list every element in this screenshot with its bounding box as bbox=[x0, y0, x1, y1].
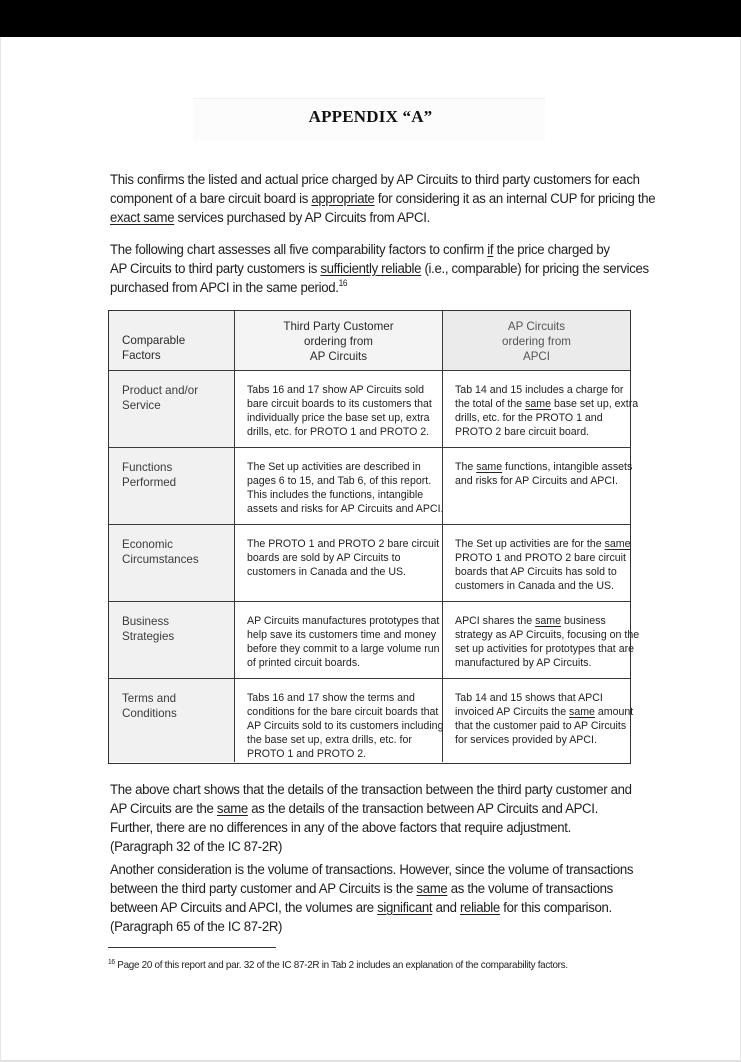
cell-line: drills, etc. for the PROTO 1 and bbox=[455, 412, 603, 424]
cell-line: for services provided by APCI. bbox=[455, 734, 597, 746]
cell-line: Tab 14 and 15 shows that APCI bbox=[455, 692, 603, 704]
factor-cell bbox=[109, 679, 235, 762]
cell-line: Terms and bbox=[122, 692, 177, 705]
cell-line: Functions bbox=[122, 461, 173, 474]
cell-line: boards that AP Circuits has sold to bbox=[455, 566, 617, 578]
cell-line: This includes the functions, intangible bbox=[247, 489, 424, 501]
cell-line: bare circuit boards to its customers that bbox=[247, 398, 432, 410]
cell-line: set up activities for prototypes that are bbox=[455, 643, 635, 655]
cell-line: Third Party Customer bbox=[283, 320, 394, 333]
cell-line: Comparable bbox=[122, 334, 186, 347]
volume-paragraph bbox=[110, 861, 634, 937]
cell-line: Tab 14 and 15 includes a charge for bbox=[455, 384, 624, 396]
text-line: exact same services purchased by AP Circuits from APCI. bbox=[110, 210, 430, 226]
text-line: AP Circuits are the same as the details of the transaction between AP Circuits and APCI. bbox=[110, 801, 598, 817]
apci-cell bbox=[443, 448, 633, 524]
factor-cell bbox=[109, 371, 235, 447]
cell-line: the base set up, extra drills, etc. for bbox=[247, 734, 412, 746]
table-row bbox=[109, 679, 634, 762]
top-black-bar bbox=[0, 0, 741, 37]
third-party-cell bbox=[235, 679, 443, 762]
text-line: AP Circuits to third party customers is sufficiently reliable (i.e., comparable) for pricing the services bbox=[110, 261, 649, 277]
cell-line: strategy as AP Circuits, focusing on the bbox=[455, 629, 640, 641]
cell-line: AP Circuits bbox=[309, 350, 368, 363]
cell-line: Business bbox=[122, 615, 170, 628]
cell-line: customers in Canada and the US. bbox=[455, 580, 614, 592]
table-row bbox=[109, 525, 630, 602]
table-row bbox=[109, 602, 640, 679]
cell-line: APCI shares the same business bbox=[455, 615, 606, 627]
intro-paragraph bbox=[110, 171, 656, 228]
text-line: (Paragraph 32 of the IC 87-2R) bbox=[110, 839, 283, 855]
header-third-party-customer bbox=[235, 311, 443, 370]
text-line: This confirms the listed and actual price charged by AP Circuits to third party customers for each bbox=[110, 172, 640, 188]
cell-line: Circumstances bbox=[122, 553, 199, 566]
cell-line: AP Circuits manufactures prototypes that bbox=[247, 615, 440, 627]
cell-line: individually price the base set up, extra bbox=[247, 412, 430, 424]
text-line: Further, there are no differences in any of the above factors that require adjustment. bbox=[110, 820, 571, 836]
cell-line: manufactured by AP Circuits. bbox=[455, 657, 592, 669]
footnote-16 bbox=[108, 959, 568, 973]
cell-line: that the customer paid to AP Circuits bbox=[455, 720, 627, 732]
cell-line: PROTO 1 and PROTO 2. bbox=[247, 748, 367, 760]
text-line: Another consideration is the volume of transactions. However, since the volume of transactions bbox=[110, 862, 634, 878]
footnote-number: 16 bbox=[108, 959, 115, 966]
text-line: purchased from APCI in the same period.$^{16}$ bbox=[110, 278, 348, 296]
third-party-cell bbox=[235, 371, 443, 447]
text-line: component of a bare circuit board is appropriate for considering it as an internal CUP for pricing the bbox=[110, 191, 656, 207]
cell-line: and risks for AP Circuits and APCI. bbox=[455, 475, 618, 487]
cell-line: ordering from bbox=[502, 335, 571, 348]
cell-line: The Set up activities are for the same bbox=[455, 538, 631, 550]
cell-line: Strategies bbox=[122, 630, 175, 643]
chart-intro-paragraph bbox=[110, 241, 649, 298]
third-party-cell bbox=[235, 448, 443, 524]
factor-cell bbox=[109, 602, 235, 678]
cell-line: AP Circuits sold to its customers including bbox=[247, 720, 444, 732]
cell-line: help save its customers time and money bbox=[247, 629, 437, 641]
cell-line: pages 6 to 15, and Tab 6, of this report. bbox=[247, 475, 432, 487]
text-line: The above chart shows that the details of the transaction between the third party customer and bbox=[110, 782, 632, 798]
cell-line: boards are sold by AP Circuits to bbox=[247, 552, 401, 564]
cell-line: AP Circuits bbox=[507, 320, 566, 333]
text-line: between AP Circuits and APCI, the volumes are significant and reliable for this comparison. bbox=[110, 900, 612, 916]
cell-line: Economic bbox=[122, 538, 173, 551]
cell-line: Performed bbox=[122, 476, 177, 489]
cell-line: of printed circuit boards. bbox=[247, 657, 361, 669]
factor-cell bbox=[109, 525, 235, 601]
text-line: between the third party customer and AP Circuits is the same as the volume of transactions bbox=[110, 881, 613, 897]
cell-line: APCI bbox=[522, 350, 551, 363]
third-party-cell bbox=[235, 525, 443, 601]
cell-line: Service bbox=[122, 399, 161, 412]
cell-line: the total of the same base set up, extra bbox=[455, 398, 639, 410]
footnote-text: Page 20 of this report and par. 32 of the IC 87-2R in Tab 2 includes an explanation of the comparability factors. bbox=[114, 960, 568, 971]
text-line: The following chart assesses all five comparability factors to confirm if the price charged by bbox=[110, 242, 610, 258]
cell-line: PROTO 1 and PROTO 2 bare circuit bbox=[455, 552, 626, 564]
cell-line: invoiced AP Circuits the same amount bbox=[455, 706, 634, 718]
apci-cell bbox=[443, 525, 630, 601]
cell-line: The Set up activities are described in bbox=[247, 461, 421, 473]
table-row bbox=[109, 448, 633, 525]
table-header-row bbox=[109, 311, 630, 371]
third-party-cell bbox=[235, 602, 443, 678]
factor-cell bbox=[109, 448, 235, 524]
cell-line: drills, etc. for PROTO 1 and PROTO 2. bbox=[247, 426, 430, 438]
cell-line: Factors bbox=[122, 349, 161, 362]
conclusion-paragraph bbox=[110, 781, 632, 857]
cell-line: assets and risks for AP Circuits and APCI. bbox=[247, 503, 444, 515]
cell-line: PROTO 2 bare circuit board. bbox=[455, 426, 590, 438]
cell-line: The same functions, intangible assets bbox=[455, 461, 633, 473]
cell-line: before they commit to a large volume run bbox=[247, 643, 440, 655]
cell-line: Tabs 16 and 17 show the terms and bbox=[247, 692, 415, 704]
footnote-divider bbox=[108, 947, 276, 948]
cell-line: The PROTO 1 and PROTO 2 bare circuit bbox=[247, 538, 440, 550]
comparability-table bbox=[108, 310, 640, 764]
cell-line: Tabs 16 and 17 show AP Circuits sold bbox=[247, 384, 425, 396]
text-line: (Paragraph 65 of the IC 87-2R) bbox=[110, 919, 283, 935]
cell-line: customers in Canada and the US. bbox=[247, 566, 406, 578]
header-comparable-factors bbox=[109, 311, 235, 370]
cell-line: Conditions bbox=[122, 707, 177, 720]
apci-cell bbox=[443, 371, 639, 447]
cell-line: Product and/or bbox=[122, 384, 199, 397]
apci-cell bbox=[443, 602, 640, 678]
cell-line: ordering from bbox=[304, 335, 373, 348]
table-row bbox=[109, 371, 639, 448]
header-ap-circuits-from-apci bbox=[443, 311, 630, 370]
page-title: APPENDIX “A” bbox=[308, 107, 433, 126]
cell-line: conditions for the bare circuit boards that bbox=[247, 706, 439, 718]
apci-cell bbox=[443, 679, 634, 762]
